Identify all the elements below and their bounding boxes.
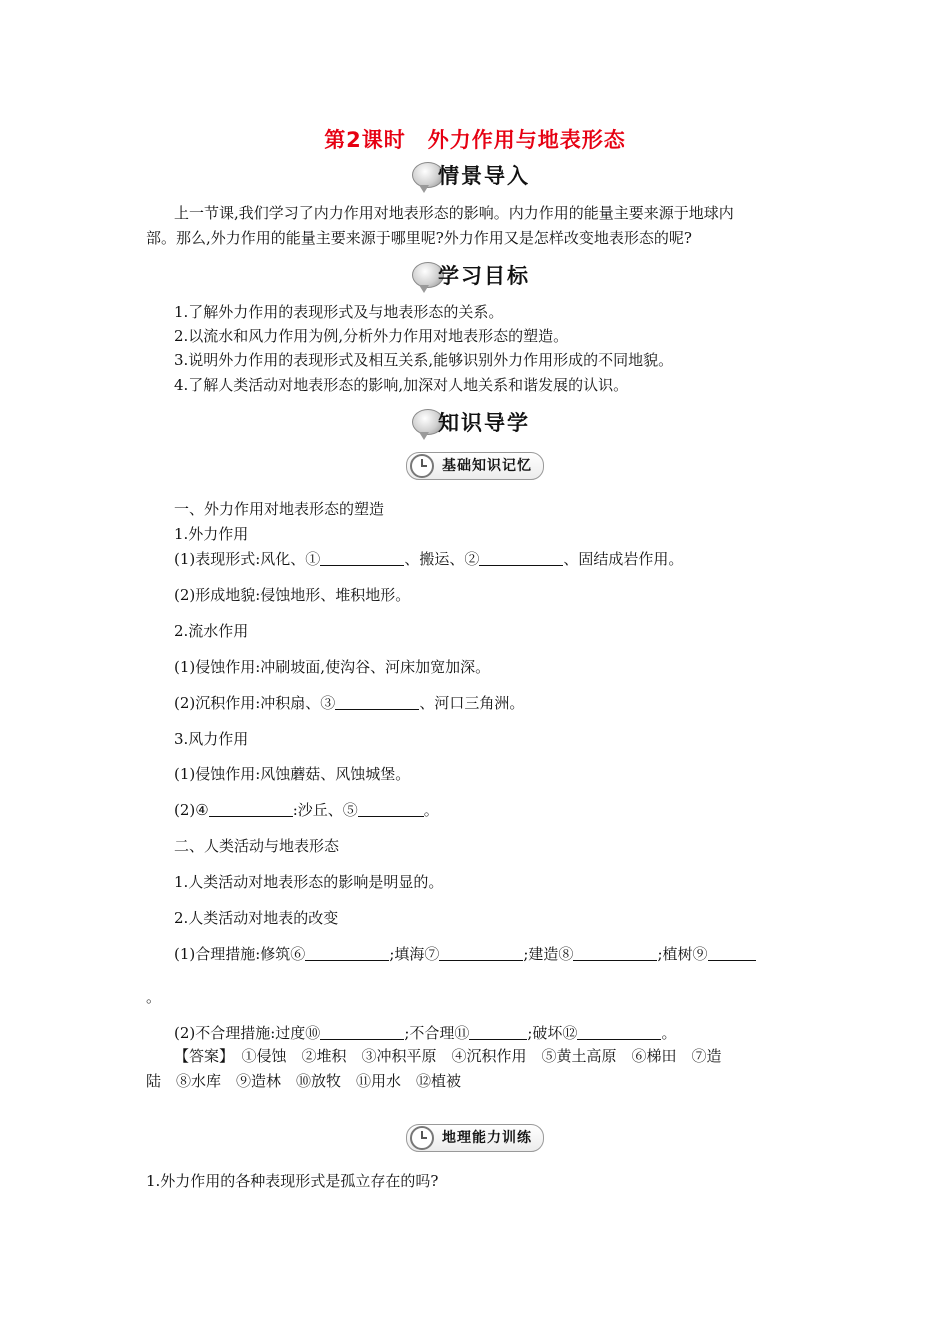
human-impact: 1.人类活动对地表形态的影响是明显的。 [174,873,444,891]
page-title: 第2课时 外力作用与地表形态 [324,128,626,152]
knowledge-heading [412,407,542,441]
part2-heading: 二、人类活动与地表形态 [174,837,340,855]
ability-training-text: 地理能力训练 [442,1130,532,1146]
goals-heading-text: 学习目标 [438,264,530,288]
human-change-title: 2.人类活动对地表的改变 [174,909,339,927]
blank-3 [335,693,419,710]
goal-item: 2.以流水和风力作用为例,分析外力作用对地表形态的塑造。 [174,327,569,345]
blank-12 [577,1023,661,1040]
blank-1 [320,549,404,566]
basic-knowledge-text: 基础知识记忆 [442,458,532,474]
blank-2 [479,549,563,566]
external-force-forms: (1)表现形式:风化、① 、搬运、② 、固结成岩作用。 [174,550,684,568]
question-1: 1.外力作用的各种表现形式是孤立存在的吗? [146,1172,439,1190]
external-force-landforms: (2)形成地貌:侵蚀地形、堆积地形。 [174,586,411,604]
blank-7 [439,944,523,961]
wind-erosion: (1)侵蚀作用:风蚀蘑菇、风蚀城堡。 [174,765,411,783]
answer-line-1: 【答案】 ①侵蚀 ②堆积 ③冲积平原 ④沉积作用 ⑤黄土高原 ⑥梯田 ⑦造 [174,1047,722,1065]
wind-deposition: (2)④ :沙丘、⑤ 。 [174,801,439,819]
intro-line-2: 部。那么,外力作用的能量主要来源于哪里呢?外力作用又是怎样改变地表形态的呢? [146,229,692,247]
blank-10 [320,1023,404,1040]
clock-icon [410,1126,434,1150]
goal-item: 1.了解外力作用的表现形式及与地表形态的关系。 [174,303,504,321]
goal-item: 4.了解人类活动对地表形态的影响,加深对人地关系和谐发展的认识。 [174,376,629,394]
blank-5 [358,800,424,817]
intro-line-1: 上一节课,我们学习了内力作用对地表形态的影响。内力作用的能量主要来源于地球内 [174,204,734,222]
blank-4 [209,800,293,817]
goal-item: 3.说明外力作用的表现形式及相互关系,能够识别外力作用形成的不同地貌。 [174,351,674,369]
external-force-title: 1.外力作用 [174,525,249,543]
blank-9 [708,944,756,961]
basic-knowledge-label [406,452,546,480]
answer-line-2: 陆 ⑧水库 ⑨造林 ⑩放牧 ⑪用水 ⑫植被 [146,1072,462,1090]
part1-heading: 一、外力作用对地表形态的塑造 [174,500,385,518]
knowledge-heading-text: 知识导学 [438,411,530,435]
water-title: 2.流水作用 [174,622,249,640]
intro-heading [412,160,542,194]
blank-6 [305,944,389,961]
wind-title: 3.风力作用 [174,730,249,748]
unreasonable-measures: (2)不合理措施:过度⑩ ;不合理⑪ ;破坏⑫ 。 [174,1024,677,1042]
goals-heading [412,260,542,294]
water-deposition: (2)沉积作用:冲积扇、③ 、河口三角洲。 [174,694,525,712]
blank-11 [469,1023,527,1040]
reasonable-measures: (1)合理措施:修筑⑥ ;填海⑦ ;建造⑧ ;植树⑨ [174,942,756,966]
intro-heading-text: 情景导入 [438,164,530,188]
clock-icon [410,454,434,478]
blank-8 [573,944,657,961]
water-erosion: (1)侵蚀作用:冲刷坡面,使沟谷、河床加宽加深。 [174,658,491,676]
reasonable-measures-end: 。 [146,988,162,1006]
ability-training-label [406,1124,546,1152]
